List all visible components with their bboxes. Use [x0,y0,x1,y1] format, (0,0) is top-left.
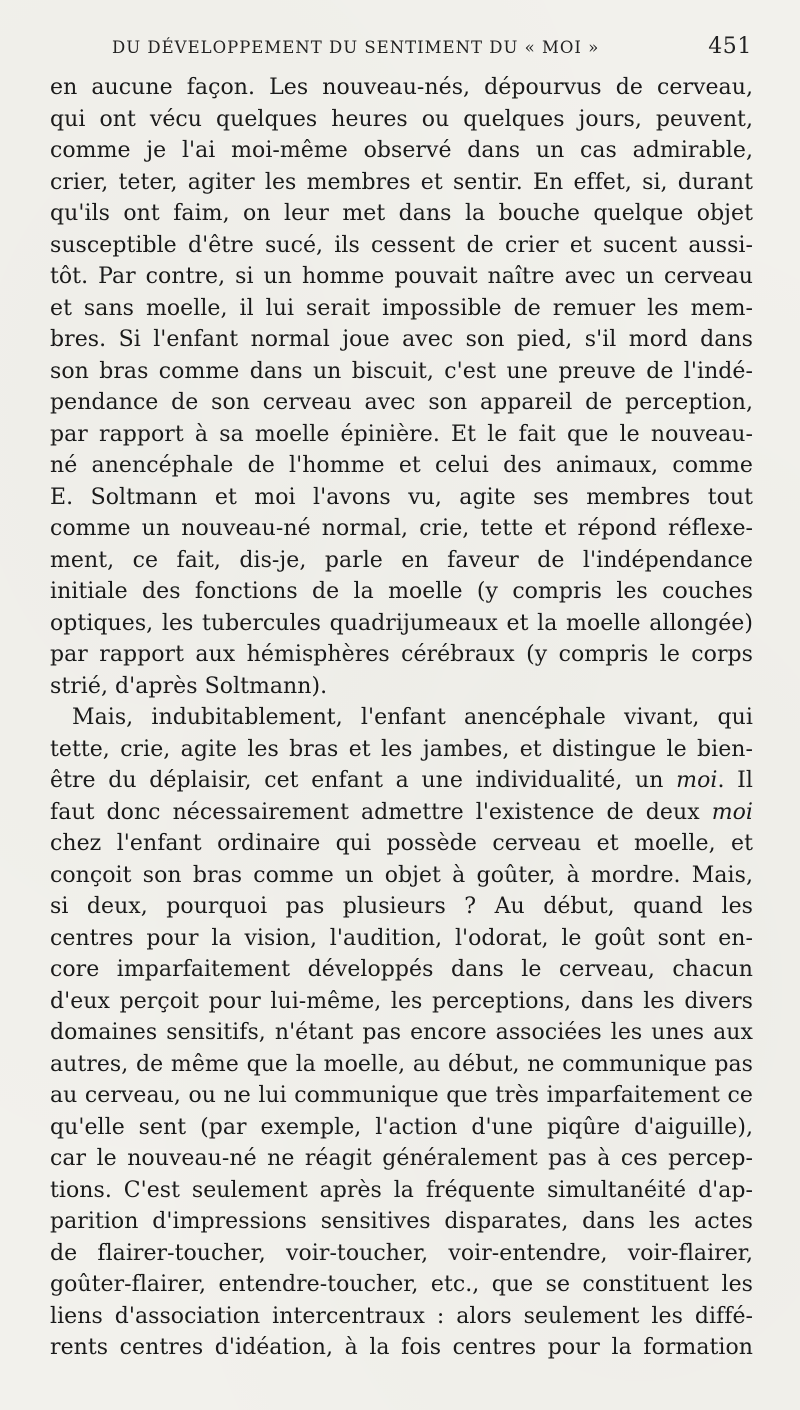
text-line: susceptible d'être sucé, ils cessent de crier et sucent aussi- [50,232,753,258]
text-line: être du déplaisir, cet enfant a une individualité, un moi. Il [50,768,753,793]
text-line: domaines sensitifs, n'étant pas encore associées les unes aux [50,1020,753,1045]
text-line: au cerveau, ou ne lui communique que très imparfaitement ce [50,1083,753,1108]
text-line: chez l'enfant ordinaire qui possède cerveau et moelle, et [50,831,753,856]
emphasis-moi: moi [711,799,753,825]
text-line: ment, ce fait, dis-je, parle en faveur de l'indépendance [50,547,753,573]
text-line: goûter-flairer, entendre-toucher, etc., que se constituent les [50,1272,753,1297]
text-line: optiques, les tubercules quadrijumeaux et la moelle allongée) [50,610,753,636]
text-line: tette, crie, agite les bras et les jambes, et distingue le bien- [50,736,753,762]
text-line: core imparfaitement développés dans le cerveau, chacun [50,957,753,982]
running-title: DU DÉVELOPPEMENT DU SENTIMENT DU « MOI » [112,38,600,57]
text-line: qui ont vécu quelques heures ou quelques jours, peuvent, [50,106,753,132]
text-line: comme je l'ai moi-même observé dans un cas admirable, [50,138,753,163]
text-line: pendance de son cerveau avec son appareil de perception, [50,390,753,415]
text-line: centres pour la vision, l'audition, l'odorat, le goût sont en- [50,925,753,951]
text-line: d'eux perçoit pour lui-même, les perceptions, dans les divers [50,988,753,1014]
body-text [50,72,753,1364]
text-line: faut donc nécessairement admettre l'existence de deux moi [50,799,753,825]
text-line: si deux, pourquoi pas plusieurs ? Au début, quand les [50,894,753,919]
page-number: 451 [708,34,752,59]
text-line: par rapport à sa moelle épinière. Et le fait que le nouveau- [50,421,753,447]
text-line: rents centres d'idéation, à la fois centres pour la formation [50,1335,753,1360]
text-line: crier, teter, agiter les membres et sentir. En effet, si, durant [50,169,753,195]
running-head [112,34,752,68]
text-line: parition d'impressions sensitives disparates, dans les actes [50,1209,753,1234]
text-line: initiale des fonctions de la moelle (y compris les couches [50,579,753,604]
text-line: en aucune façon. Les nouveau-nés, dépourvus de cerveau, [50,75,753,100]
text-line: tions. C'est seulement après la fréquente simultanéité d'ap- [50,1177,753,1203]
text-line: car le nouveau-né ne réagit généralement pas à ces percep- [50,1146,753,1171]
text-line: bres. Si l'enfant normal joue avec son pied, s'il mord dans [50,327,753,352]
text-line: tôt. Par contre, si un homme pouvait naître avec un cerveau [50,264,753,289]
text-line: E. Soltmann et moi l'avons vu, agite ses membres tout [50,484,753,510]
text-line: né anencéphale de l'homme et celui des animaux, comme [50,453,753,478]
text-line: et sans moelle, il lui serait impossible de remuer les mem- [50,295,753,321]
text-line: par rapport aux hémisphères cérébraux (y compris le corps [50,642,753,667]
text-line: qu'elle sent (par exemple, l'action d'une piqûre d'aiguille), [50,1114,753,1140]
text-line: qu'ils ont faim, on leur met dans la bouche quelque objet [50,201,753,226]
paragraph-end-line: strié, d'après Soltmann). [50,673,328,699]
paragraph-start-line: Mais, indubitablement, l'enfant anencéphale vivant, qui [72,705,753,730]
emphasis-moi: moi [676,768,718,793]
text-line: de flairer-toucher, voir-toucher, voir-entendre, voir-flairer, [50,1240,753,1266]
text-line: son bras comme dans un biscuit, c'est une preuve de l'indé- [50,358,753,384]
text-line: comme un nouveau-né normal, crie, tette et répond réflexe- [50,516,753,541]
text-line: liens d'association intercentraux : alors seulement les diffé- [50,1303,753,1329]
text-line: autres, de même que la moelle, au début, ne communique pas [50,1051,753,1077]
text-line: conçoit son bras comme un objet à goûter, à mordre. Mais, [50,862,753,888]
